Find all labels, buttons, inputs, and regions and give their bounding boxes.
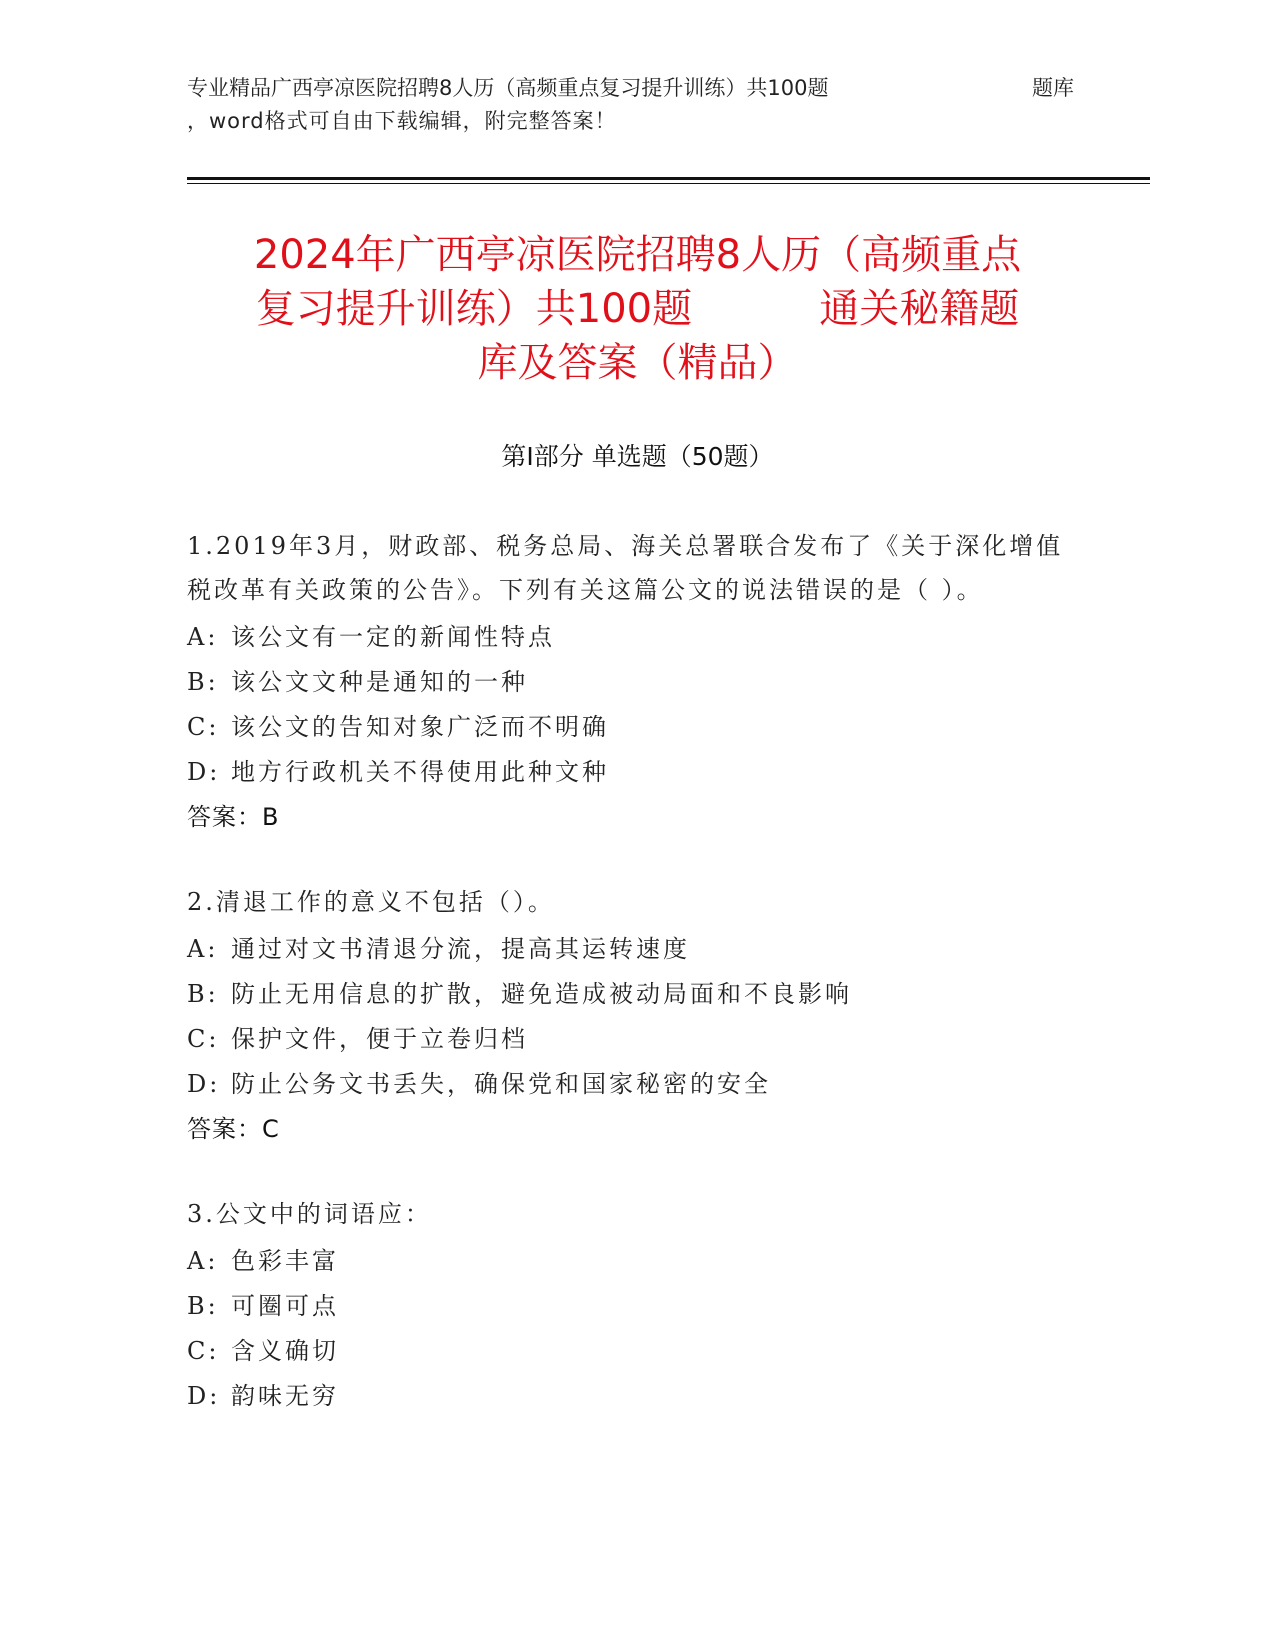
option-text: 通过对文书清退分流，提高其运转速度 (231, 935, 690, 963)
title-line-1: 2024年广西亭凉医院招聘8人历（高频重点 (253, 232, 1022, 278)
option-text: 含义确切 (231, 1337, 339, 1365)
option-key: D: (187, 1070, 221, 1098)
question-2 (187, 880, 1067, 1152)
option-text: 防止公务文书丢失，确保党和国家秘密的安全 (231, 1070, 771, 1098)
option-b (187, 660, 1067, 705)
option-text: 韵味无穷 (231, 1382, 339, 1410)
option-key: C: (187, 713, 220, 741)
option-d (187, 1062, 1067, 1107)
question-stem: 3.公文中的词语应： (187, 1200, 432, 1228)
option-b (187, 1284, 1067, 1329)
option-key: B: (187, 1292, 219, 1320)
question-list (187, 524, 1067, 1459)
section-title: 第I部分 单选题（50题） (501, 442, 774, 471)
option-b (187, 972, 1067, 1017)
document-title (170, 228, 1105, 390)
answer-label: 答案：B (187, 803, 280, 831)
question-3 (187, 1192, 1067, 1419)
option-a (187, 1239, 1067, 1284)
option-key: D: (187, 758, 221, 786)
option-text: 该公文文种是通知的一种 (231, 668, 528, 696)
option-d (187, 750, 1067, 795)
header-rule-thin (187, 183, 1150, 184)
option-c (187, 1329, 1067, 1374)
title-line-3: 库及答案（精品） (477, 340, 798, 386)
option-c (187, 1017, 1067, 1062)
option-text: 色彩丰富 (231, 1247, 339, 1275)
option-d (187, 1374, 1067, 1419)
question-stem: 2.清退工作的意义不包括（）。 (187, 888, 555, 916)
option-text: 防止无用信息的扩散，避免造成被动局面和不良影响 (231, 980, 852, 1008)
option-text: 该公文有一定的新闻性特点 (231, 623, 555, 651)
option-text: 该公文的告知对象广泛而不明确 (231, 713, 609, 741)
option-key: C: (187, 1337, 220, 1365)
option-key: B: (187, 980, 219, 1008)
answer-label: 答案：C (187, 1115, 280, 1143)
option-text: 可圈可点 (231, 1292, 339, 1320)
option-a (187, 615, 1067, 660)
option-key: D: (187, 1382, 221, 1410)
option-key: B: (187, 668, 219, 696)
option-key: A: (187, 935, 219, 963)
title-line-2: 复习提升训练）共100题 通关秘籍题 (255, 286, 1020, 332)
option-text: 地方行政机关不得使用此种文种 (231, 758, 609, 786)
option-a (187, 927, 1067, 972)
option-key: A: (187, 1247, 219, 1275)
header-document-name: 专业精品广西亭凉医院招聘8人历（高频重点复习提升训练）共100题 (187, 76, 829, 100)
option-c (187, 705, 1067, 750)
option-key: C: (187, 1025, 220, 1053)
page-header (187, 72, 1087, 138)
question-stem: 1.2019年3月，财政部、税务总局、海关总署联合发布了《关于深化增值税改革有关政策的公告》。下列有关这篇公文的说法错误的是（ ）。 (187, 532, 1064, 604)
header-rule-thick (187, 177, 1150, 180)
header-tag: 题库 (1032, 76, 1074, 100)
header-line-1 (187, 72, 1087, 105)
question-1 (187, 524, 1067, 840)
option-key: A: (187, 623, 219, 651)
header-line-2: ，word格式可自由下载编辑，附完整答案！ (187, 109, 617, 133)
option-text: 保护文件，便于立卷归档 (231, 1025, 528, 1053)
